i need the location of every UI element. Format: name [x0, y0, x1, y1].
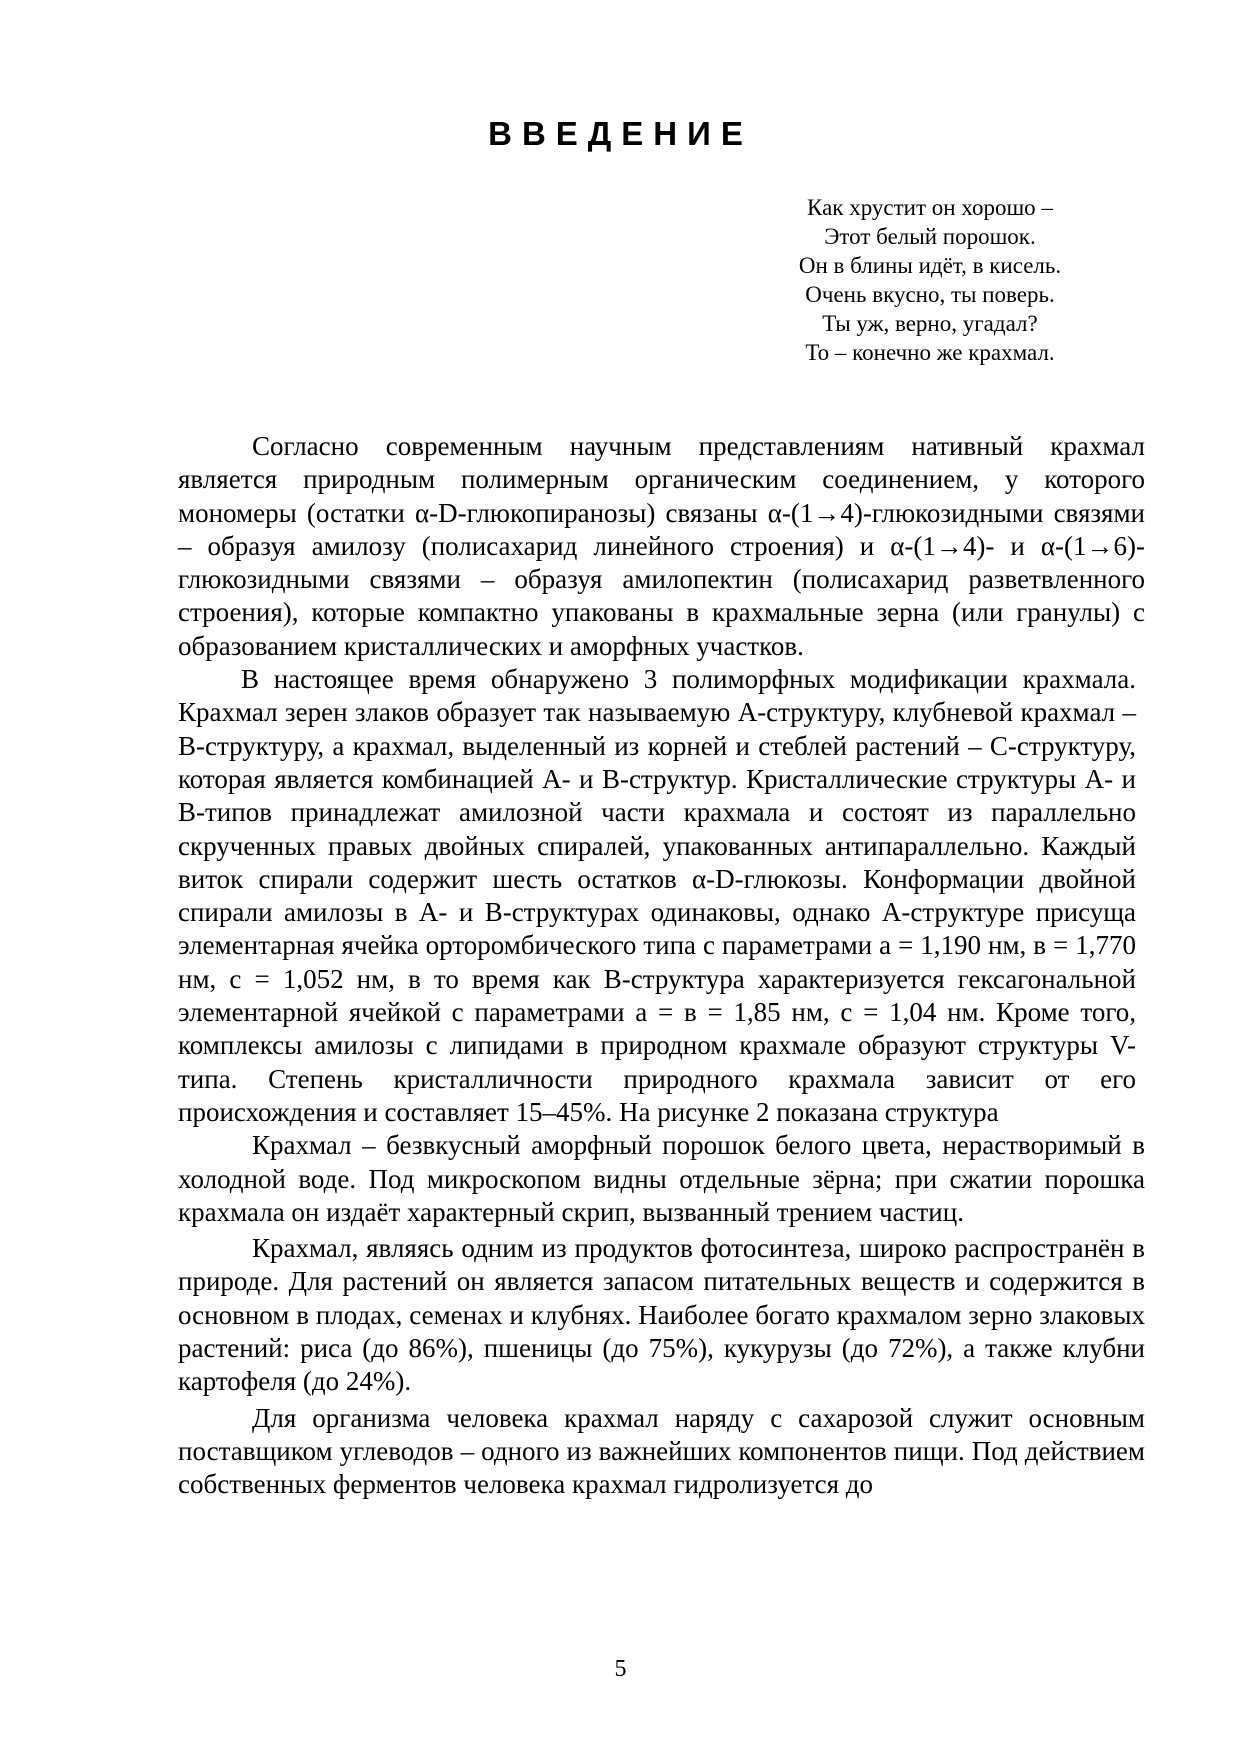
epigraph-line: Очень вкусно, ты поверь. [805, 282, 1055, 307]
paragraph-starch-structure: Согласно современным научным представлениям нативный крахмал является природным полимерным органическим соединением, у которого мономеры (остатки α-D-глюкопиранозы) связаны α-(1→4)-глюкозидными связями – образуя амилозу (полисахарид линейного строения) и α-(1→4)- и α-(1→6)-глюкозидными связями – образуя амилопектин (полисахарид разветвленного строения), которые компактно упакованы в крахмальные зерна (или гранулы) с образованием кристаллических и аморфных участков. [178, 431, 1145, 661]
paragraph-starch-properties: Крахмал – безвкусный аморфный порошок белого цвета, нерастворимый в холодной воде. Под микроскопом видны отдельные зёрна; при сжатии порошка крахмала он издаёт характерный скрип, вызванный трением частиц. [178, 1130, 1145, 1227]
paragraph-starch-nutrition: Для организма человека крахмал наряду с сахарозой служит основным поставщиком углеводов – одного из важнейших компонентов пищи. Под действием собственных ферментов человека крахмал гидролизуется до [178, 1402, 1145, 1500]
page-title: ВВЕДЕНИЕ [488, 115, 753, 152]
page-number: 5 [614, 1656, 627, 1682]
epigraph-line: Этот белый порошок. [824, 224, 1036, 249]
epigraph-line: То – конечно же крахмал. [805, 340, 1055, 365]
paragraph-polymorphs: В настоящее время обнаружено 3 полиморфных модификации крахмала. Крахмал зерен злаков образует так называемую А-структуру, клубневой крахмал – В-структуру, а крахмал, выделенный из корней и стеблей растений – С-структуру, которая является комбинацией А- и В-структур. Кристаллические структуры А- и В-типов принадлежат амилозной части крахмала и состоят из параллельно скрученных правых двойных спиралей, упакованных антипараллельно. Каждый виток спирали содержит шесть остатков α-D-глюкозы. Конформации двойной спирали амилозы в А- и В-структурах одинаковы, однако А-структуре присуща элементарная ячейка орторомбического типа с параметрами а = 1,190 нм, в = 1,770 нм, с = 1,052 нм, в то время как В-структура характеризуется гексагональной элементарной ячейкой с параметрами а = в = 1,85 нм, с = 1,04 нм. Кроме того, комплексы амилозы с липидами в природном крахмале образуют структуры V-типа. Степень кристалличности природного крахмала зависит от его происхождения и составляет 15–45%. На рисунке 2 показана структура [178, 664, 1136, 1127]
epigraph-line: Как хрустит он хорошо – [807, 195, 1053, 220]
epigraph-poem [720, 193, 1140, 367]
epigraph-line: Ты уж, верно, угадал? [822, 311, 1038, 336]
body-text [178, 430, 1145, 1502]
paragraph-starch-in-nature: Крахмал, являясь одним из продуктов фотосинтеза, широко распространён в природе. Для растений он является запасом питательных веществ и содержится в основном в плодах, семенах и клубнях. Наиболее богато крахмалом зерно злаковых растений: риса (до 86%), пшеницы (до 75%), кукурузы (до 72%), а также клубни картофеля (до 24%). [178, 1233, 1145, 1397]
epigraph-line: Он в блины идёт, в кисель. [798, 253, 1062, 278]
